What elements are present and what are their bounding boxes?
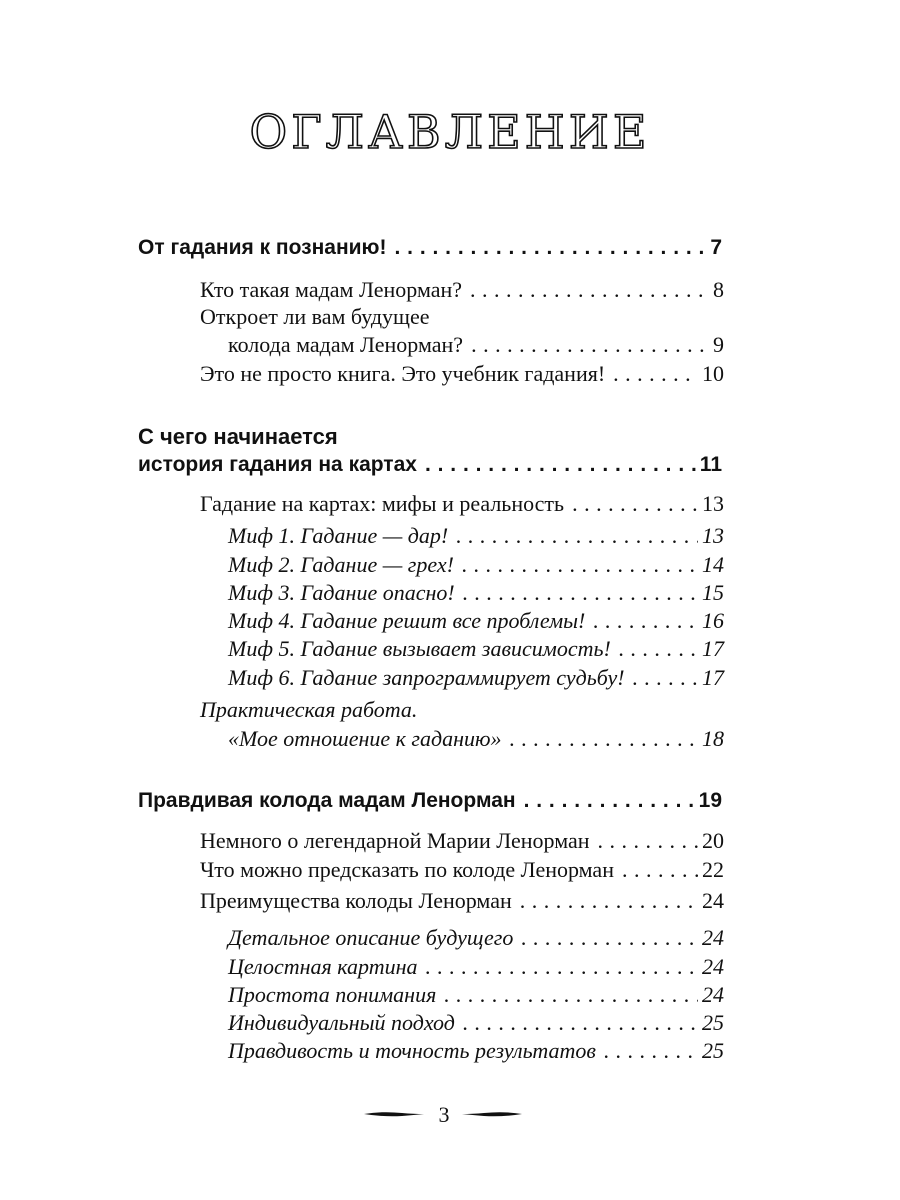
- toc-label: Кто такая мадам Ленорман?: [200, 277, 463, 302]
- ornament-left-icon: [362, 1106, 426, 1122]
- toc-entry[interactable]: [228, 331, 724, 359]
- dot-leader: [604, 1037, 698, 1065]
- toc-label: Правдивая колода мадам Ленорман: [138, 789, 516, 812]
- toc-label: Правдивость и точность результатов: [228, 1038, 596, 1063]
- toc-page-number: 9: [713, 332, 724, 357]
- toc-label-line1: Откроет ли вам будущее: [200, 304, 430, 329]
- toc-entry[interactable]: [228, 579, 724, 607]
- dot-leader: [470, 276, 709, 304]
- dot-leader: [444, 981, 698, 1009]
- dot-leader: [521, 924, 698, 952]
- dot-leader: [622, 856, 698, 884]
- toc-entry[interactable]: [228, 725, 724, 753]
- dot-leader: [463, 1009, 698, 1037]
- toc-heading[interactable]: [138, 787, 722, 815]
- toc-page-number: 8: [713, 277, 724, 302]
- dot-leader: [425, 451, 696, 479]
- toc-label-line1: Практическая работа.: [200, 697, 418, 722]
- toc-entry[interactable]: [200, 360, 724, 388]
- page-number: 3: [438, 1102, 450, 1127]
- dot-leader: [394, 234, 706, 262]
- toc-page-number: 17: [702, 636, 724, 661]
- toc-page-number: 7: [710, 236, 722, 259]
- toc-page-number: 16: [702, 608, 724, 633]
- dot-leader: [524, 787, 695, 815]
- toc-entry[interactable]: [200, 276, 724, 304]
- dot-leader: [520, 887, 698, 915]
- toc-label: Миф 4. Гадание решит все проблемы!: [228, 608, 586, 633]
- dot-leader: [613, 360, 698, 388]
- toc-entry[interactable]: [228, 953, 724, 981]
- toc-label: Немного о легендарной Марии Ленорман: [200, 828, 590, 853]
- toc-entry[interactable]: [228, 1009, 724, 1037]
- toc-page-number: 24: [702, 982, 724, 1007]
- toc-label: Преимущества колоды Ленорман: [200, 888, 512, 913]
- dot-leader: [510, 725, 698, 753]
- toc-label: Миф 1. Гадание — дар!: [228, 523, 449, 548]
- dot-leader: [456, 522, 698, 550]
- toc-page-number: 22: [702, 857, 724, 882]
- toc-page-number: 13: [702, 523, 724, 548]
- toc-label: Миф 3. Гадание опасно!: [228, 580, 455, 605]
- toc-page-number: 17: [702, 665, 724, 690]
- toc-label: Миф 5. Гадание вызывает зависимость!: [228, 636, 611, 661]
- toc-page-number: 18: [702, 726, 724, 751]
- toc-label: «Мое отношение к гаданию»: [228, 726, 502, 751]
- toc-page-number: 14: [702, 552, 724, 577]
- toc-page-number: 15: [702, 580, 724, 605]
- toc-entry[interactable]: [228, 522, 724, 550]
- page-footer: [0, 1100, 900, 1130]
- toc-page-number: 10: [702, 361, 724, 386]
- dot-leader: [572, 490, 698, 518]
- toc-page-number: 24: [702, 954, 724, 979]
- dot-leader: [619, 635, 698, 663]
- toc-entry[interactable]: [200, 490, 724, 518]
- toc-label: От гадания к познанию!: [138, 236, 387, 259]
- dot-leader: [593, 607, 698, 635]
- toc-page-number: 25: [702, 1038, 724, 1063]
- toc-page-number: 11: [699, 453, 722, 476]
- toc-label: Это не просто книга. Это учебник гадания!: [200, 361, 606, 386]
- toc-label: Индивидуальный подход: [228, 1010, 455, 1035]
- toc-page-number: 20: [702, 828, 724, 853]
- dot-leader: [462, 551, 698, 579]
- toc-entry[interactable]: [200, 827, 724, 855]
- toc-page-number: 13: [702, 491, 724, 516]
- toc-entry[interactable]: [228, 635, 724, 663]
- ornament-right-icon: [460, 1106, 524, 1122]
- toc-entry[interactable]: [228, 1037, 724, 1065]
- toc-heading[interactable]: [138, 451, 722, 479]
- dot-leader: [598, 827, 698, 855]
- toc-heading[interactable]: [138, 234, 722, 262]
- toc-label: Что можно предсказать по колоде Ленорман: [200, 857, 614, 882]
- toc-page-number: 19: [698, 789, 722, 812]
- toc-label: история гадания на картах: [138, 453, 417, 476]
- toc-label: Миф 2. Гадание — грех!: [228, 552, 454, 577]
- toc-label: Гадание на картах: мифы и реальность: [200, 491, 565, 516]
- toc-label: Простота понимания: [228, 982, 437, 1007]
- toc-entry[interactable]: [200, 856, 724, 884]
- toc-entry[interactable]: [228, 607, 724, 635]
- page-title: ОГЛАВЛЕНИЕ: [249, 105, 651, 159]
- toc-entry[interactable]: [228, 981, 724, 1009]
- toc-entry[interactable]: [228, 664, 724, 692]
- toc-label: колода мадам Ленорман?: [228, 332, 464, 357]
- toc-heading-line1: С чего начинается: [138, 424, 338, 449]
- dot-leader: [463, 579, 698, 607]
- dot-leader: [426, 953, 698, 981]
- toc-entry[interactable]: [228, 924, 724, 952]
- toc-entry[interactable]: [200, 887, 724, 915]
- toc-label: Миф 6. Гадание запрограммирует судьбу!: [228, 665, 625, 690]
- dot-leader: [471, 331, 709, 359]
- toc-page-number: 25: [702, 1010, 724, 1035]
- toc-entry[interactable]: [228, 551, 724, 579]
- dot-leader: [633, 664, 698, 692]
- toc-page-number: 24: [702, 888, 724, 913]
- toc-label: Целостная картина: [228, 954, 418, 979]
- toc-label: Детальное описание будущего: [228, 925, 514, 950]
- toc-page-number: 24: [702, 925, 724, 950]
